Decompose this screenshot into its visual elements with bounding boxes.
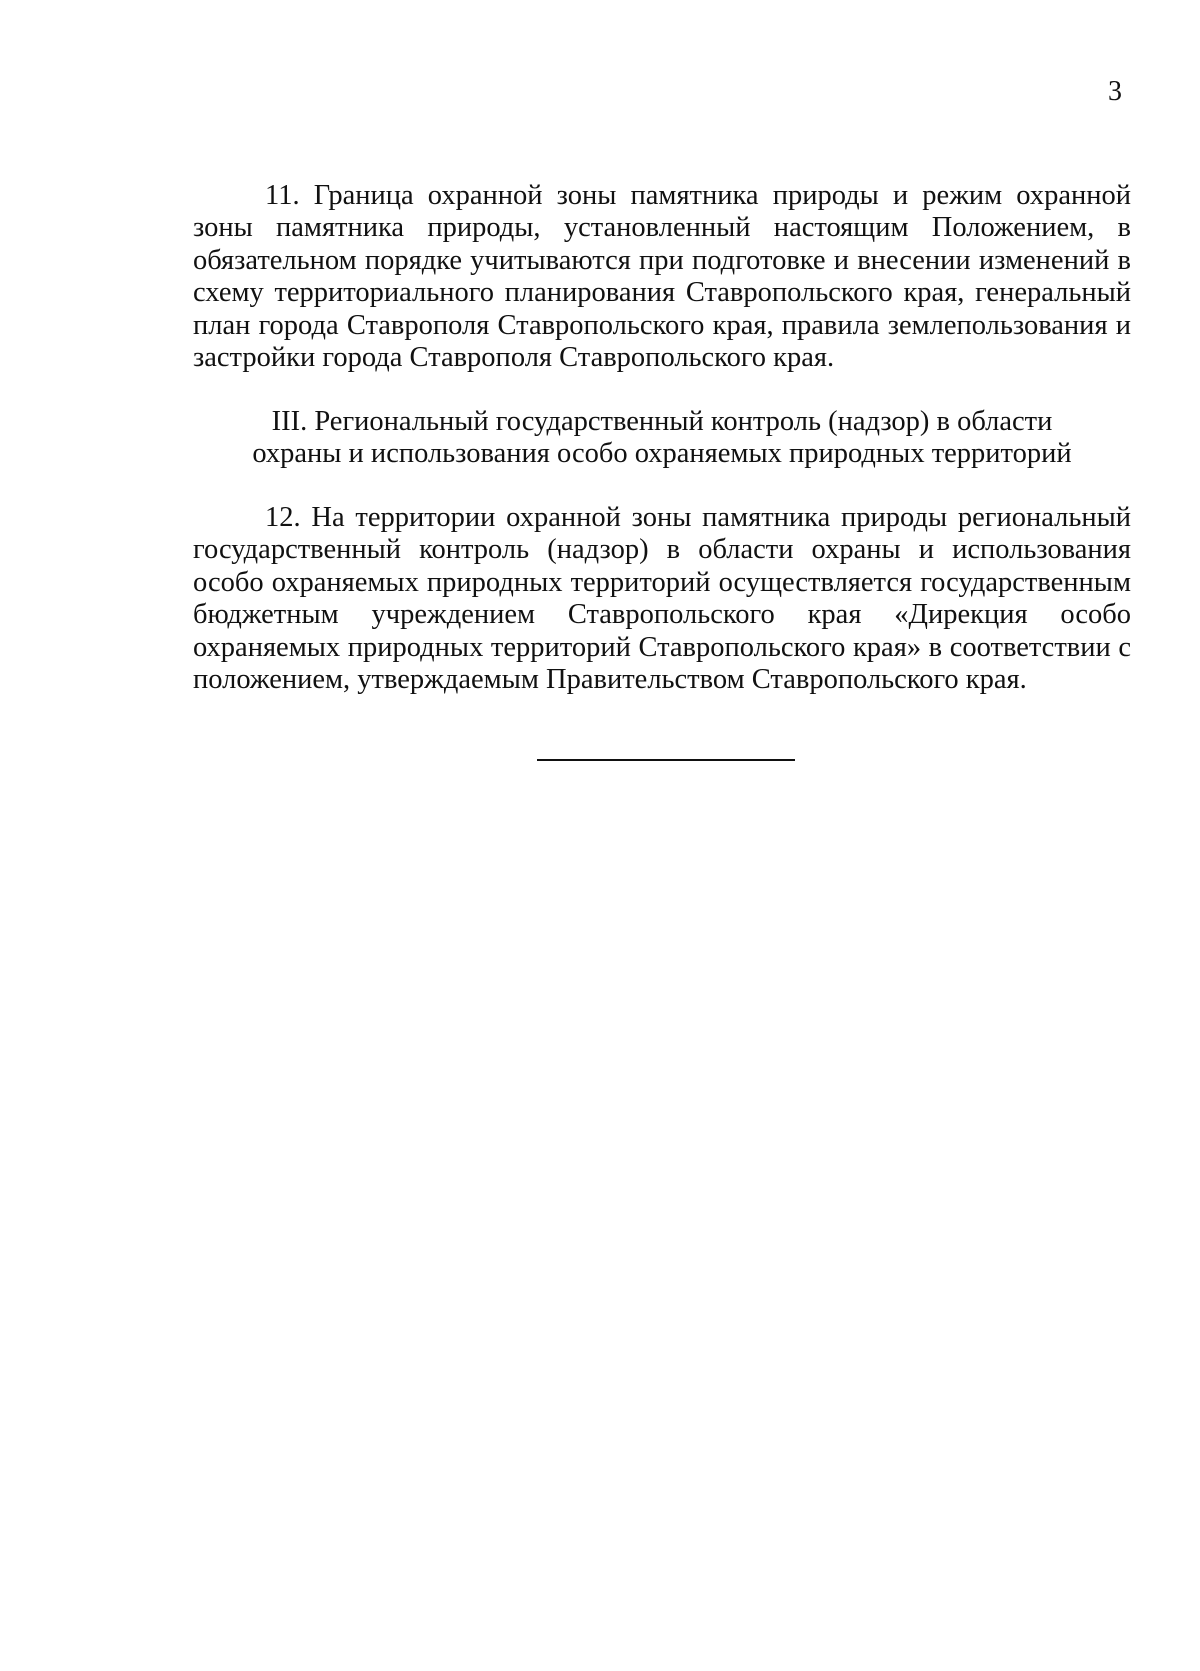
paragraph-12: 12. На территории охранной зоны памятника природы региональный государственный контроль (надзор) в области охраны и использования особо охраняемых природных территорий осуществляется государственным бюджетным учреждением Ставропольского края «Дирекция особо охраняемых природных территорий Ставропольского края» в соответствии с положением, утверждаемым Правительством Ставропольского края. — [193, 502, 1131, 696]
section-heading-line-1: III. Региональный государственный контроль (надзор) в области — [271, 406, 1053, 437]
section-heading-line-2: охраны и использования особо охраняемых природных территорий — [252, 438, 1072, 470]
paragraph-11: 11. Граница охранной зоны памятника природы и режим охранной зоны памятника природы, установленный настоящим Положением, в обязательном порядке учитываются при подготовке и внесении изменений в схему территориального планирования Ставропольского края, генеральный план города Ставрополя Ставропольского края, правила землепользования и застройки города Ставрополя Ставропольского края. — [193, 180, 1131, 374]
section-heading — [193, 406, 1131, 471]
end-of-document-rule — [537, 759, 795, 761]
page-number: 3 — [1108, 76, 1122, 107]
